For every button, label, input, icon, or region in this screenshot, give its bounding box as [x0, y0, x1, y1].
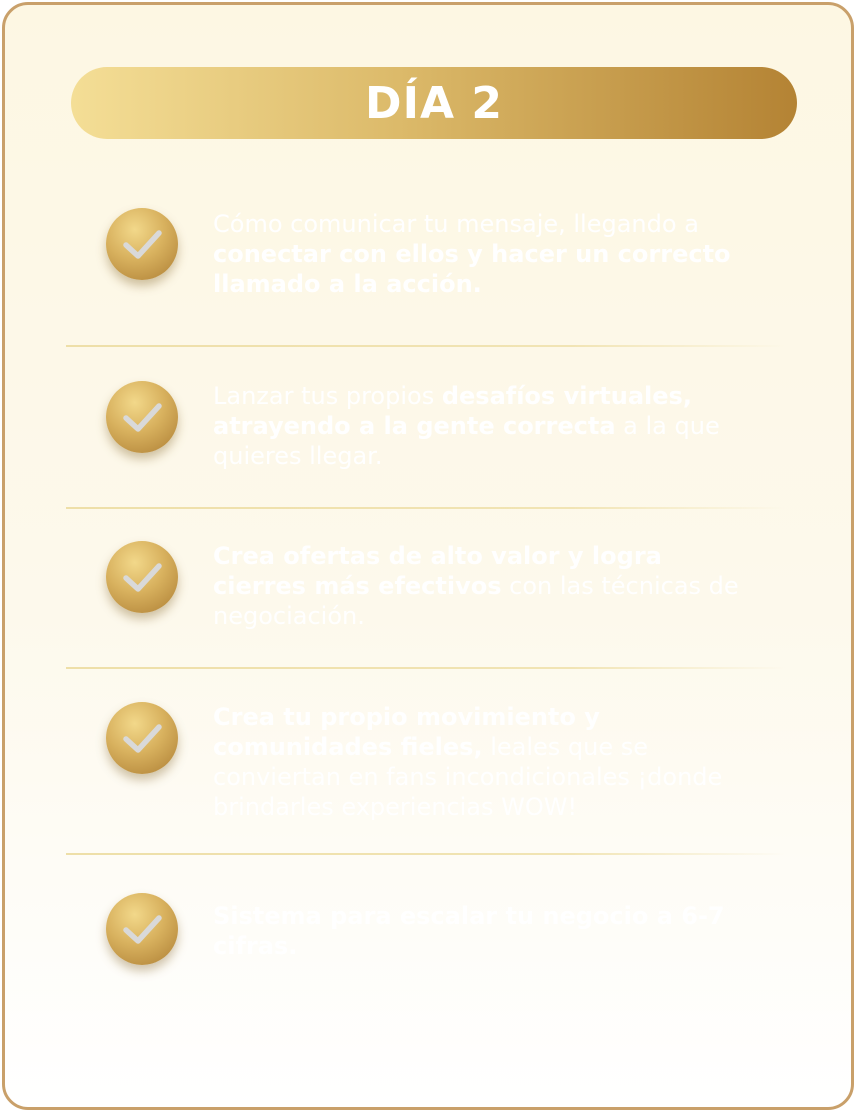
topic-text: a la que quieres llegar. [213, 412, 720, 470]
topic-text-bold: desafíos virtuales, atrayendo a la gente correcta [213, 382, 692, 440]
topic-text: Cómo comunicar tu mensaje, llegando a [213, 210, 699, 238]
check-icon [106, 381, 178, 453]
topic-text: Lanzar tus propios [213, 382, 442, 410]
day-header [71, 67, 797, 139]
check-icon [106, 893, 178, 965]
check-icon [106, 541, 178, 613]
check-icon [106, 702, 178, 774]
topic-text: con las técnicas de negociación. [213, 572, 739, 630]
divider [66, 345, 786, 347]
topic-text-bold: conectar con ellos y hacer un correcto llamado a la acción. [213, 240, 731, 298]
topic-item-text [213, 541, 753, 631]
topic-item-text [213, 901, 753, 961]
topic-text-bold: Sistema para escalar tu negocio a 6-7 cifras. [213, 902, 725, 960]
topic-item-text [213, 702, 753, 822]
day-title: DÍA 2 [365, 77, 503, 129]
divider [66, 507, 786, 509]
topic-text-bold: Crea tu propio movimiento y comunidades fieles, [213, 703, 600, 761]
check-icon [106, 208, 178, 280]
topic-text-bold: Crea ofertas de alto valor y logra cierres más efectivos [213, 542, 662, 600]
divider [66, 667, 786, 669]
topic-item-text [213, 381, 753, 471]
topic-item-text [213, 209, 753, 299]
divider [66, 853, 786, 855]
topic-text: leales que se conviertan en fans incondicionales ¡donde brindarles experiencias WOW! [213, 733, 723, 821]
